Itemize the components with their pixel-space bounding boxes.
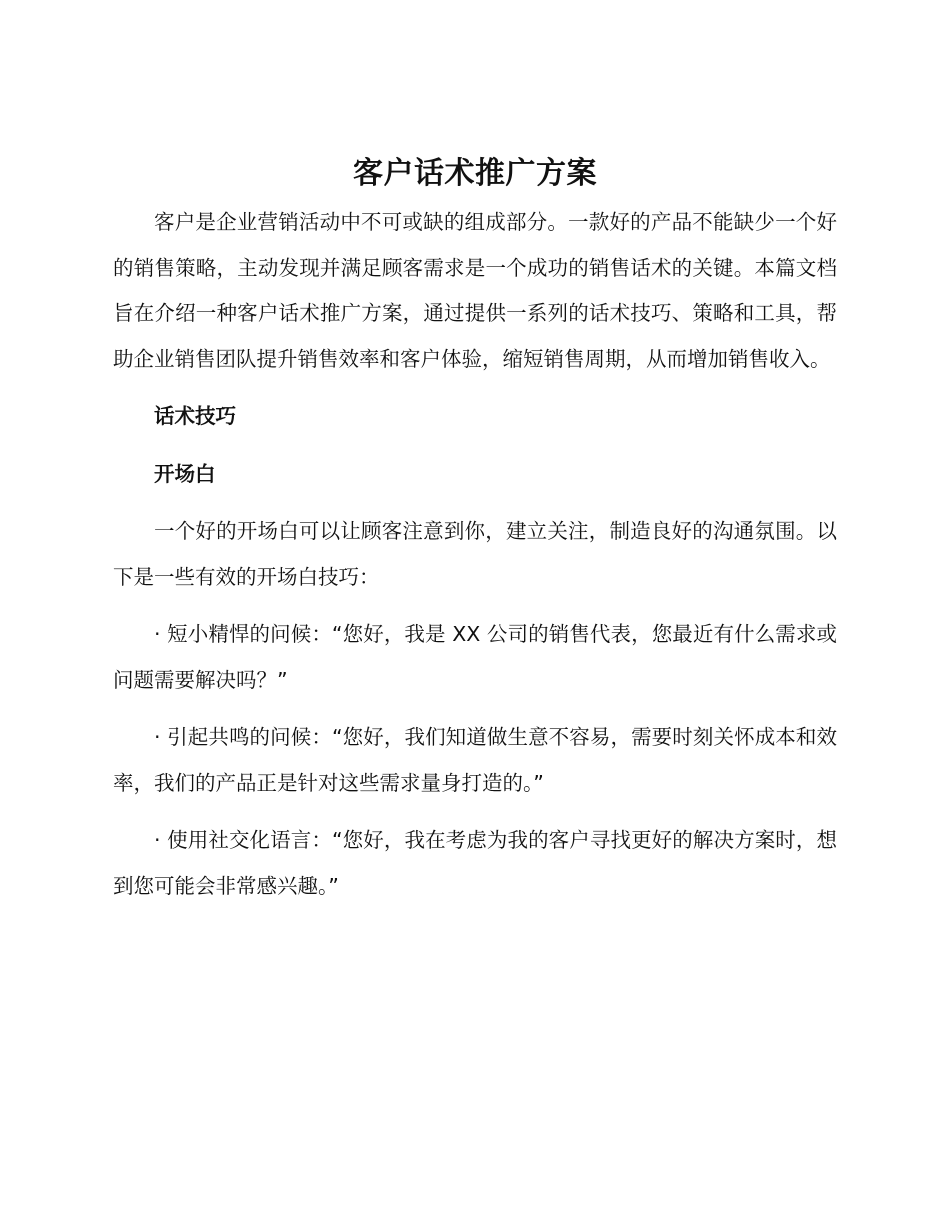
document-page [113,150,837,909]
bullet-item: · 短小精悍的问候：“您好，我是 XX 公司的销售代表，您最近有什么需求或问题需要解决吗？” [113,622,837,692]
bullet-item: · 使用社交化语言：“您好，我在考虑为我的客户寻找更好的解决方案时，想到您可能会非常感兴趣。” [113,828,837,898]
opening-paragraph: 一个好的开场白可以让顾客注意到你，建立关注，制造良好的沟通氛围。以下是一些有效的开场白技巧： [113,519,837,589]
intro-paragraph: 客户是企业营销活动中不可或缺的组成部分。一款好的产品不能缺少一个好的销售策略，主动发现并满足顾客需求是一个成功的销售话术的关键。本篇文档旨在介绍一种客户话术推广方案，通过提供一系列的话术技巧、策略和工具，帮助企业销售团队提升销售效率和客户体验，缩短销售周期，从而增加销售收入。 [113,210,837,371]
section-heading: 话术技巧 [154,404,236,428]
subsection-heading: 开场白 [154,461,216,486]
document-title: 客户话术推广方案 [353,156,597,191]
bullet-item: · 引起共鸣的问候：“您好，我们知道做生意不容易，需要时刻关怀成本和效率，我们的产品正是针对这些需求量身打造的。” [113,725,837,795]
